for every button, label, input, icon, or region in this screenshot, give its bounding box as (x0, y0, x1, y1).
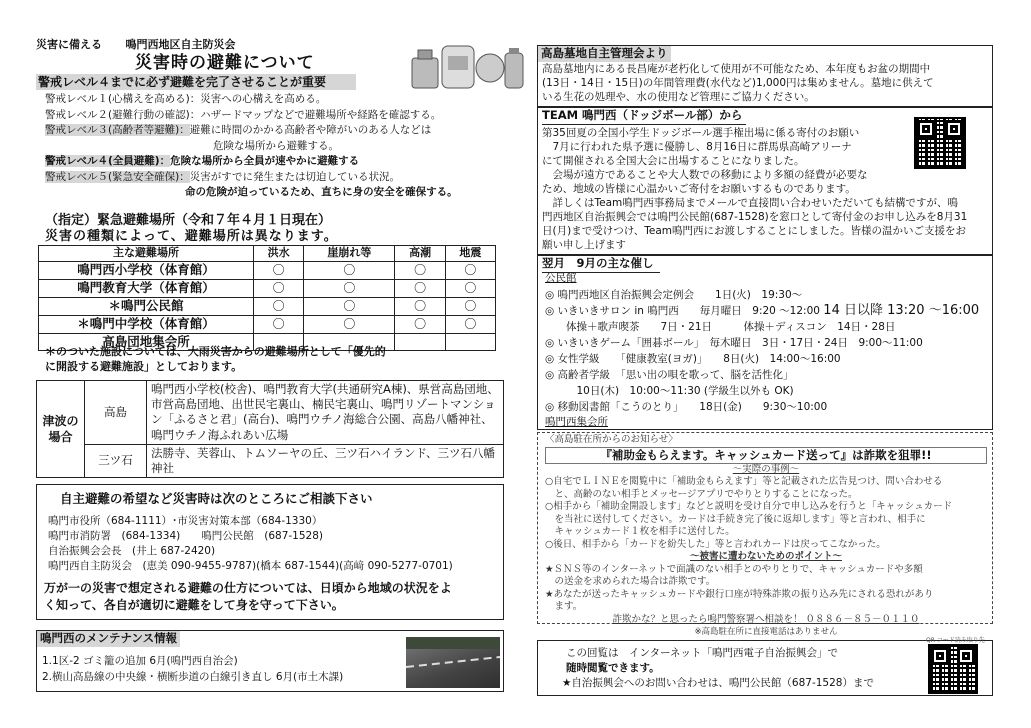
table-row (37, 444, 504, 477)
header-org: 鳴門西地区自主防災会 (125, 38, 236, 51)
alert-level-row: 警戒レベル５(緊急安全確保)：災害がすでに発生または切迫している状況。 (45, 170, 401, 183)
tsunami-area: 高島 (85, 381, 147, 445)
footer-text: この回覧は インターネット「鳴門西電子自治振興会」で 随時閲覧できます。 ★自治振興会へのお問い合わせは、鳴門公民館（687-1528）まで (562, 647, 874, 689)
alert-level-row: 危険な場所から避難する。 (213, 139, 339, 152)
site-qr-code-icon[interactable] (928, 644, 978, 694)
consult-title: 自主避難の希望など災害時は次のところにご相談下さい (60, 491, 373, 506)
shelter-table-header: 主な避難場所 洪水 崖崩れ等 高潮 地震 (39, 246, 496, 262)
level4-banner: 警戒レベル４までに必ず避難を完了させることが重要 (36, 74, 356, 90)
list-item: ◎ 移動図書館「こうのとり」 18日(金) 9:30～10:00 (545, 401, 828, 413)
consult-closing: 万が一の災害で想定される避難の仕方については、日頃から地域の状況をよ く知って、各自が適切に避難をして身を守って下さい。 (44, 581, 452, 612)
consult-contacts: 鳴門市役所（684-1111）･市災害対策本部（684-1330） 鳴門市消防署 (684-1334) 鳴門公民館 (687-1528) 自治振興会会長 (井上 687-2420) 鳴門西自主防災会 (恵美 090-9455-9787)(橋本 687-1544)(高﨑 090-5277-0701) (48, 515, 453, 572)
disaster-supplies-icon (410, 38, 525, 93)
alert-level-row: 警戒レベル１(心構えを高める)：災害への心構えを高める。 (45, 93, 327, 105)
tsunami-area: 三ツ石 (85, 444, 147, 477)
scam-prevent-title: ～被害に遭わないためのポイント～ (689, 551, 842, 562)
qr-caption: QR コード読み取り先 (926, 637, 985, 644)
scam-contact: 詐欺かな？と思ったら鳴門警察署へ相談を！ ０８８６－８５－０１１０ (612, 613, 920, 625)
table-row (37, 381, 504, 445)
table-row: 高島団地集会所 (39, 333, 496, 351)
scam-footer: ※高島駐在所に直接電話はありません (694, 627, 838, 637)
page-title: 災害時の避難について (135, 53, 315, 73)
cemetery-title: 高島墓地自主管理会より (538, 46, 671, 62)
list-item: 10日(木) 10:00～11:30 (学級生以外も OK) (545, 385, 794, 397)
scam-source: 〈高島駐在所からのお知らせ〉 (545, 434, 678, 445)
list-item: 2.横山高島線の中央線・横断歩道の白線引き直し 6月(市土木課) (42, 671, 344, 683)
table-row: 鳴門教育大学（体育館） 〇 〇 〇 〇 (39, 279, 496, 297)
salon-extra: 14 日以降 13:20 ～16:00 (823, 303, 980, 318)
header-line (36, 38, 236, 53)
team-title: TEAM 鳴門西（ドッジボール部）から (542, 108, 746, 125)
tsunami-table (36, 380, 504, 478)
table-row: ＊鳴門公民館 〇 〇 〇 〇 (39, 297, 496, 315)
events-section-kominkan: 公民館 (545, 272, 577, 284)
events-title: 翌月 9月の主な催し (542, 256, 660, 273)
maintenance-title: 鳴門西のメンテナンス情報 (37, 631, 180, 647)
maintenance-list (42, 653, 343, 685)
alert-level-row: 警戒レベル２(避難行動の確認)：ハザードマップなどで避難場所や経路を確認する。 (45, 108, 442, 121)
table-row: ＊鳴門中学校（体育館） 〇 〇 〇 〇 (39, 315, 496, 333)
shelter-table (38, 245, 496, 351)
events-section-shukaisho: 鳴門西集会所 (545, 416, 608, 428)
scam-notice: 〈高島駐在所からのお知らせ〉 『補助金もらえます。キャッシュカード送って』は詐欺を狙罪!! ～実際の事例～ ○自宅でＬＩＮＥを閲覧中に「補助金もらえます」等と記載された広告見つけ、問い合わせる と、高齢のない相手とメッセージアプリでやりとりすることになった。 ○相手から「補助金開設します」などと説明を受け自分で申し込みを行うと「キャッシュカード を当社に送付してください。カードは手続き完了後に返却します」等と言われ、相手に キャッシュカード１枚を相手に送付した。 ○後日、相手から「カードを紛失した」等と言われカードは戻ってこなかった。 ～被害に遭わないためのポイント～ ★ＳＮＳ等のインターネットで面識のない相手とのやりとりで、キャッシュカードや多額 の送金を求められた場合は詐欺です。 ★あなたが送ったキャッシュカードや銀行口座が特殊詐欺の振り込み先にされる恐れがあり ます。 詐欺かな？と思ったら鳴門警察署へ相談を！ ０８８６－８５－０１１０ ※高島駐在所に直接電話はありません (545, 434, 987, 639)
shelter-title: （指定）緊急避難場所（令和７年４月１日現在） (45, 213, 332, 228)
alert-level-row: 命の危険が迫っているため、直ちに身の安全を確保する。 (185, 186, 458, 198)
shelter-note: ＊のついた施設については、大雨災害からの避難場所として「優先的 に開設する避難施設」としております。 (45, 345, 386, 373)
tsunami-label: 津波の場合 (37, 381, 85, 478)
list-item: 1.1区-2 ゴミ籠の追加 6月(鳴門西自治会) (42, 655, 238, 667)
events-list (545, 287, 979, 415)
list-item: ◎ いきいきサロン in 鳴門西 毎月曜日 9:20 ～12:00 14 日以降 13:20 ～16:00 (545, 303, 980, 318)
cemetery-text: 高島墓地内にある長昌庵が老朽化して使用が不可能なため、本年度もお盆の期間中 (13日・14日・15日)の年間管理費(水代など)1,000円は集めません。墓地に供えて いる生花の処理や、水の使用など管理にご協力ください。 (542, 63, 934, 103)
list-item: ◎ 鳴門西地区自治振興会定例会 1日(火) 19:30～ (545, 289, 803, 301)
team-text: 第35回夏の全国小学生ドッジボール選手権出場に係る寄付のお願い 7月に行われた県予選に優勝し、8月16日に群馬県高崎アリーナ にて開催される全国大会に出場することになりました。 会場が遠方であることや大人数での移動により多額の経費が必要な ため、地域の皆様に心温かいご寄付をお願いするものであります。 詳しくはTeam鳴門西事務局までメールで直接問い合わせいただいても結構ですが、鳴 門西地区自治振興会では鳴門公民館(687-1528)を窓口として寄付金のお申し込みを8月31 日(月)まで受けつけ、Team鳴門西にお渡しすることにしました。皆様の温かいご支援をお 願い申し上げます (542, 127, 968, 251)
shelter-subtitle: 災害の種類によって、避難場所は異なります。 (45, 229, 338, 244)
scam-case-title: ～実際の事例～ (732, 463, 800, 475)
list-item: ◎ いきいきゲーム「囲碁ボール」 毎木曜日 3日・17日・24日 9:00～11:00 (545, 337, 923, 349)
alert-levels-list (45, 92, 525, 201)
table-row: 鳴門西小学校（体育館） 〇 〇 〇 〇 (39, 262, 496, 280)
list-item: ◎ 女性学級 「健康教室(ヨガ)」 8日(火) 14:00～16:00 (545, 353, 841, 365)
road-photo (406, 637, 500, 688)
alert-level-row: 警戒レベル３(高齢者等避難)：避難に時間のかかる高齢者や障がいのある人などは (45, 124, 432, 136)
tsunami-places: 鳴門西小学校(校舎)、鳴門教育大学(共通研究A棟)、県営高島団地、市営高島団地、出世民宅裏山、楠民宅裏山、鳴門リゾートマンション「ふるさと君」(高台)、鳴門ウチノ海総合公園、高島八幡神社、鳴門ウチノ海ふれあい広場 (147, 381, 504, 445)
header-prefix: 災害に備える (36, 38, 102, 51)
alert-level-row: 警戒レベル４(全員避難)：危険な場所から全員が速やかに避難する (45, 155, 360, 167)
scam-headline: 『補助金もらえます。キャッシュカード送って』は詐欺を狙罪!! (545, 447, 987, 464)
list-item: ◎ 高齢者学級 「思い出の唄を歌って、脳を活性化」 (545, 369, 794, 381)
list-item: 体操＋歌声喫茶 7日・21日 体操＋ディスコン 14日・28日 (545, 321, 896, 333)
tsunami-places: 法勝寺、芙蓉山、トムソーヤの丘、三ツ石ハイランド、三ツ石八幡神社 (147, 444, 504, 477)
